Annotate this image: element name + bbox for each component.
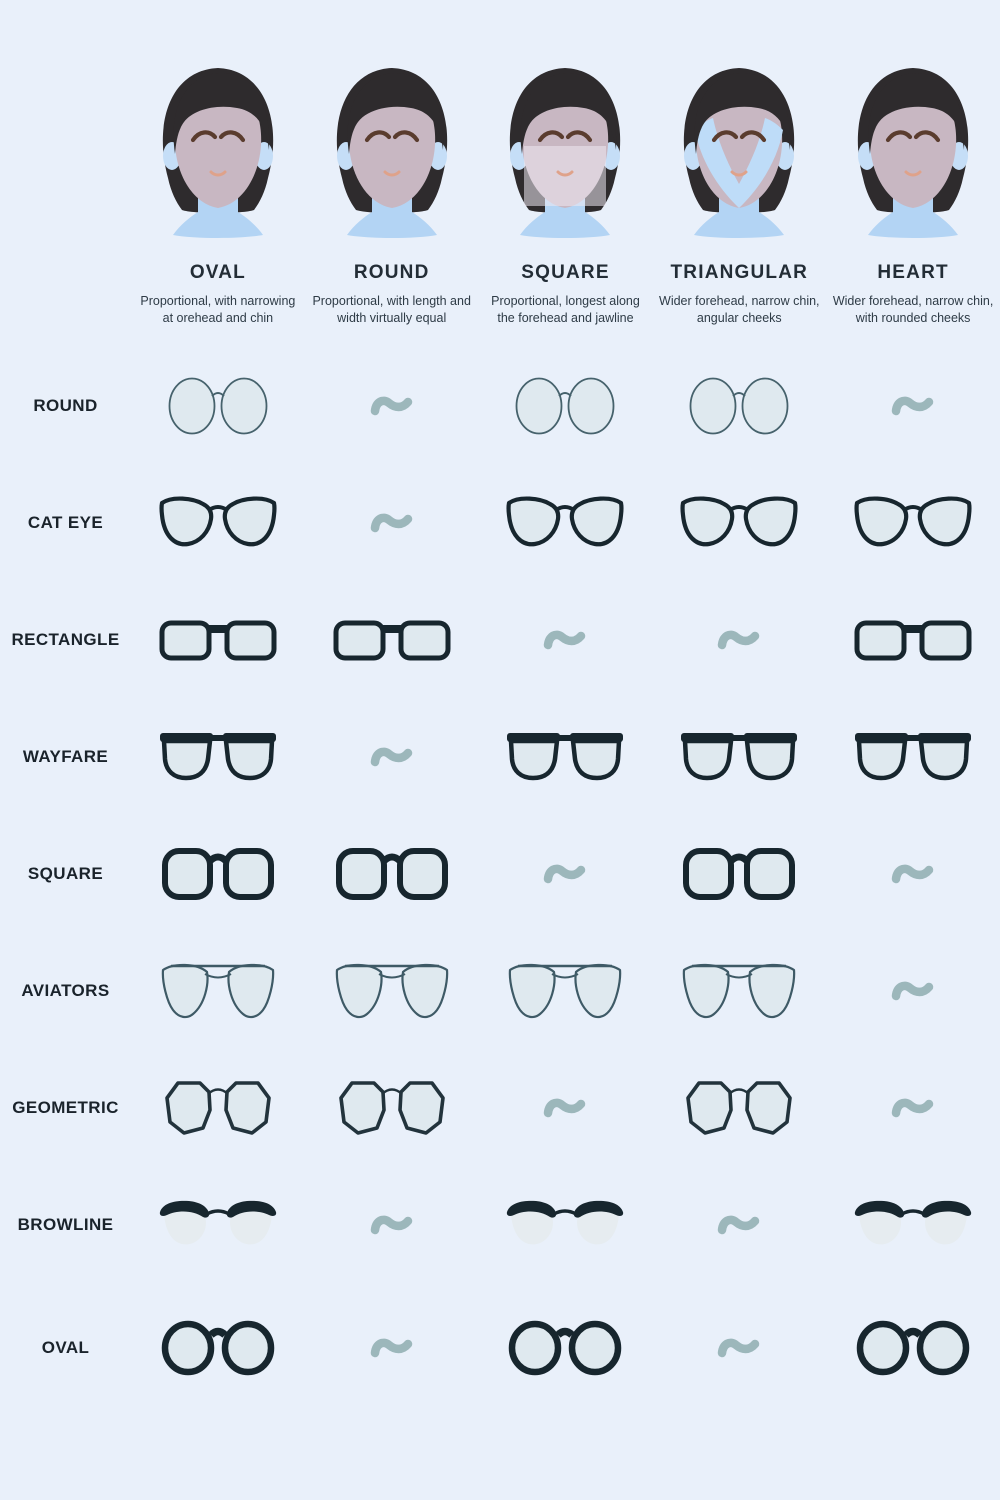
- face-icon: [664, 58, 814, 250]
- glasses-row-square: [0, 816, 1000, 933]
- face-shape-description: Proportional, with narrowing at orehead and chin: [140, 294, 296, 326]
- face-illustration: [838, 58, 988, 250]
- compatible-cell: [652, 960, 826, 1022]
- face-shape-column-round: [305, 58, 479, 328]
- compatible-cell: [652, 375, 826, 437]
- incompatible-cell: [652, 626, 826, 654]
- tilde-squiggle-icon: [716, 1334, 762, 1362]
- face-illustration: [490, 58, 640, 250]
- tilde-squiggle-icon: [369, 1211, 415, 1239]
- incompatible-cell: [479, 860, 653, 888]
- cat-eye-glasses-icon: [506, 495, 624, 551]
- tilde-squiggle-icon: [369, 392, 415, 420]
- glasses-row-browline: [0, 1167, 1000, 1284]
- glasses-type-label: SQUARE: [27, 864, 104, 883]
- compatible-cell: [131, 495, 305, 551]
- compatible-cell: [652, 1078, 826, 1138]
- compatibility-matrix: [0, 348, 1000, 1412]
- compatible-cell: [131, 729, 305, 785]
- glasses-row-round: [0, 348, 1000, 465]
- wayfare-glasses-icon: [852, 729, 974, 785]
- glasses-row-aviators: [0, 933, 1000, 1050]
- compatible-cell: [652, 845, 826, 903]
- wayfare-glasses-icon: [678, 729, 800, 785]
- compatible-cell: [826, 729, 1000, 785]
- tilde-squiggle-icon: [542, 626, 588, 654]
- glasses-type-label: RECTANGLE: [11, 630, 120, 649]
- tilde-squiggle-icon: [890, 860, 936, 888]
- compatible-cell: [479, 729, 653, 785]
- glasses-type-label: CAT EYE: [27, 513, 104, 532]
- compatible-cell: [826, 616, 1000, 664]
- face-shape-column-heart: [826, 58, 1000, 328]
- glasses-row-rectangle: [0, 582, 1000, 699]
- square-glasses-icon: [681, 845, 797, 903]
- tilde-squiggle-icon: [890, 1094, 936, 1122]
- glasses-row-oval: [0, 1284, 1000, 1412]
- oval-glasses-icon: [855, 1320, 971, 1376]
- face-shape-column-oval: [131, 58, 305, 328]
- incompatible-cell: [479, 1094, 653, 1122]
- aviators-glasses-icon: [333, 960, 451, 1022]
- round-glasses-icon: [166, 375, 270, 437]
- face-shape-label: TRIANGULAR: [670, 262, 809, 283]
- compatible-cell: [305, 845, 479, 903]
- incompatible-cell: [826, 1094, 1000, 1122]
- incompatible-cell: [826, 977, 1000, 1005]
- tilde-squiggle-icon: [369, 1334, 415, 1362]
- compatible-cell: [479, 1198, 653, 1252]
- tilde-squiggle-icon: [890, 977, 936, 1005]
- face-shape-description: Wider forehead, narrow chin, with rounded cheeks: [832, 294, 994, 326]
- face-shape-description: Proportional, longest along the forehead and jawline: [491, 294, 640, 326]
- incompatible-cell: [652, 1334, 826, 1362]
- incompatible-cell: [826, 860, 1000, 888]
- square-glasses-icon: [160, 845, 276, 903]
- compatible-cell: [305, 616, 479, 664]
- incompatible-cell: [305, 509, 479, 537]
- incompatible-cell: [826, 392, 1000, 420]
- glasses-type-label: AVIATORS: [21, 981, 110, 1000]
- browline-glasses-icon: [157, 1198, 279, 1252]
- tilde-squiggle-icon: [890, 392, 936, 420]
- face-shape-label: ROUND: [353, 262, 430, 283]
- geometric-glasses-icon: [683, 1078, 795, 1138]
- face-illustration: [664, 58, 814, 250]
- glasses-type-label: OVAL: [41, 1337, 90, 1357]
- glasses-row-cat-eye: [0, 465, 1000, 582]
- face-icon: [490, 58, 640, 250]
- face-shapes-header: [0, 0, 1000, 328]
- tilde-squiggle-icon: [369, 743, 415, 771]
- compatible-cell: [826, 495, 1000, 551]
- compatible-cell: [479, 1320, 653, 1376]
- face-shape-column-triangular: [652, 58, 826, 328]
- oval-glasses-icon: [507, 1320, 623, 1376]
- cat-eye-glasses-icon: [159, 495, 277, 551]
- browline-glasses-icon: [504, 1198, 626, 1252]
- face-illustration: [143, 58, 293, 250]
- browline-glasses-icon: [852, 1198, 974, 1252]
- geometric-glasses-icon: [162, 1078, 274, 1138]
- compatible-cell: [479, 960, 653, 1022]
- geometric-glasses-icon: [336, 1078, 448, 1138]
- face-shape-label: OVAL: [189, 262, 246, 283]
- tilde-squiggle-icon: [542, 1094, 588, 1122]
- face-shape-description: Proportional, with length and width virtually equal: [312, 294, 471, 326]
- glasses-type-label: GEOMETRIC: [12, 1098, 119, 1117]
- compatible-cell: [652, 495, 826, 551]
- tilde-squiggle-icon: [542, 860, 588, 888]
- face-icon: [317, 58, 467, 250]
- glasses-row-geometric: [0, 1050, 1000, 1167]
- face-icon: [143, 58, 293, 250]
- rectangle-glasses-icon: [332, 616, 452, 664]
- square-glasses-icon: [334, 845, 450, 903]
- glasses-type-label: BROWLINE: [17, 1215, 114, 1234]
- face-icon: [838, 58, 988, 250]
- compatible-cell: [305, 960, 479, 1022]
- wayfare-glasses-icon: [504, 729, 626, 785]
- cat-eye-glasses-icon: [680, 495, 798, 551]
- header-spacer: [0, 58, 131, 328]
- compatible-cell: [479, 495, 653, 551]
- face-shape-description: Wider forehead, narrow chin, angular cheeks: [659, 294, 820, 326]
- incompatible-cell: [305, 1211, 479, 1239]
- incompatible-cell: [305, 743, 479, 771]
- compatible-cell: [652, 729, 826, 785]
- compatible-cell: [131, 375, 305, 437]
- tilde-squiggle-icon: [369, 509, 415, 537]
- incompatible-cell: [305, 392, 479, 420]
- compatible-cell: [131, 1198, 305, 1252]
- glasses-row-wayfare: [0, 699, 1000, 816]
- cat-eye-glasses-icon: [854, 495, 972, 551]
- compatible-cell: [131, 1078, 305, 1138]
- aviators-glasses-icon: [506, 960, 624, 1022]
- oval-glasses-icon: [160, 1320, 276, 1376]
- compatible-cell: [131, 845, 305, 903]
- face-shape-column-square: [479, 58, 653, 328]
- incompatible-cell: [305, 1334, 479, 1362]
- compatible-cell: [131, 1320, 305, 1376]
- incompatible-cell: [652, 1211, 826, 1239]
- compatible-cell: [131, 960, 305, 1022]
- aviators-glasses-icon: [680, 960, 798, 1022]
- tilde-squiggle-icon: [716, 1211, 762, 1239]
- rectangle-glasses-icon: [853, 616, 973, 664]
- glasses-type-label: ROUND: [33, 396, 98, 415]
- incompatible-cell: [479, 626, 653, 654]
- compatible-cell: [305, 1078, 479, 1138]
- face-shape-label: HEART: [877, 262, 949, 283]
- tilde-squiggle-icon: [716, 626, 762, 654]
- aviators-glasses-icon: [159, 960, 277, 1022]
- rectangle-glasses-icon: [158, 616, 278, 664]
- round-glasses-icon: [687, 375, 791, 437]
- compatible-cell: [826, 1198, 1000, 1252]
- compatible-cell: [479, 375, 653, 437]
- wayfare-glasses-icon: [157, 729, 279, 785]
- face-illustration: [317, 58, 467, 250]
- compatible-cell: [131, 616, 305, 664]
- glasses-type-label: WAYFARE: [22, 747, 109, 766]
- round-glasses-icon: [513, 375, 617, 437]
- compatible-cell: [826, 1320, 1000, 1376]
- face-shape-label: SQUARE: [521, 262, 610, 283]
